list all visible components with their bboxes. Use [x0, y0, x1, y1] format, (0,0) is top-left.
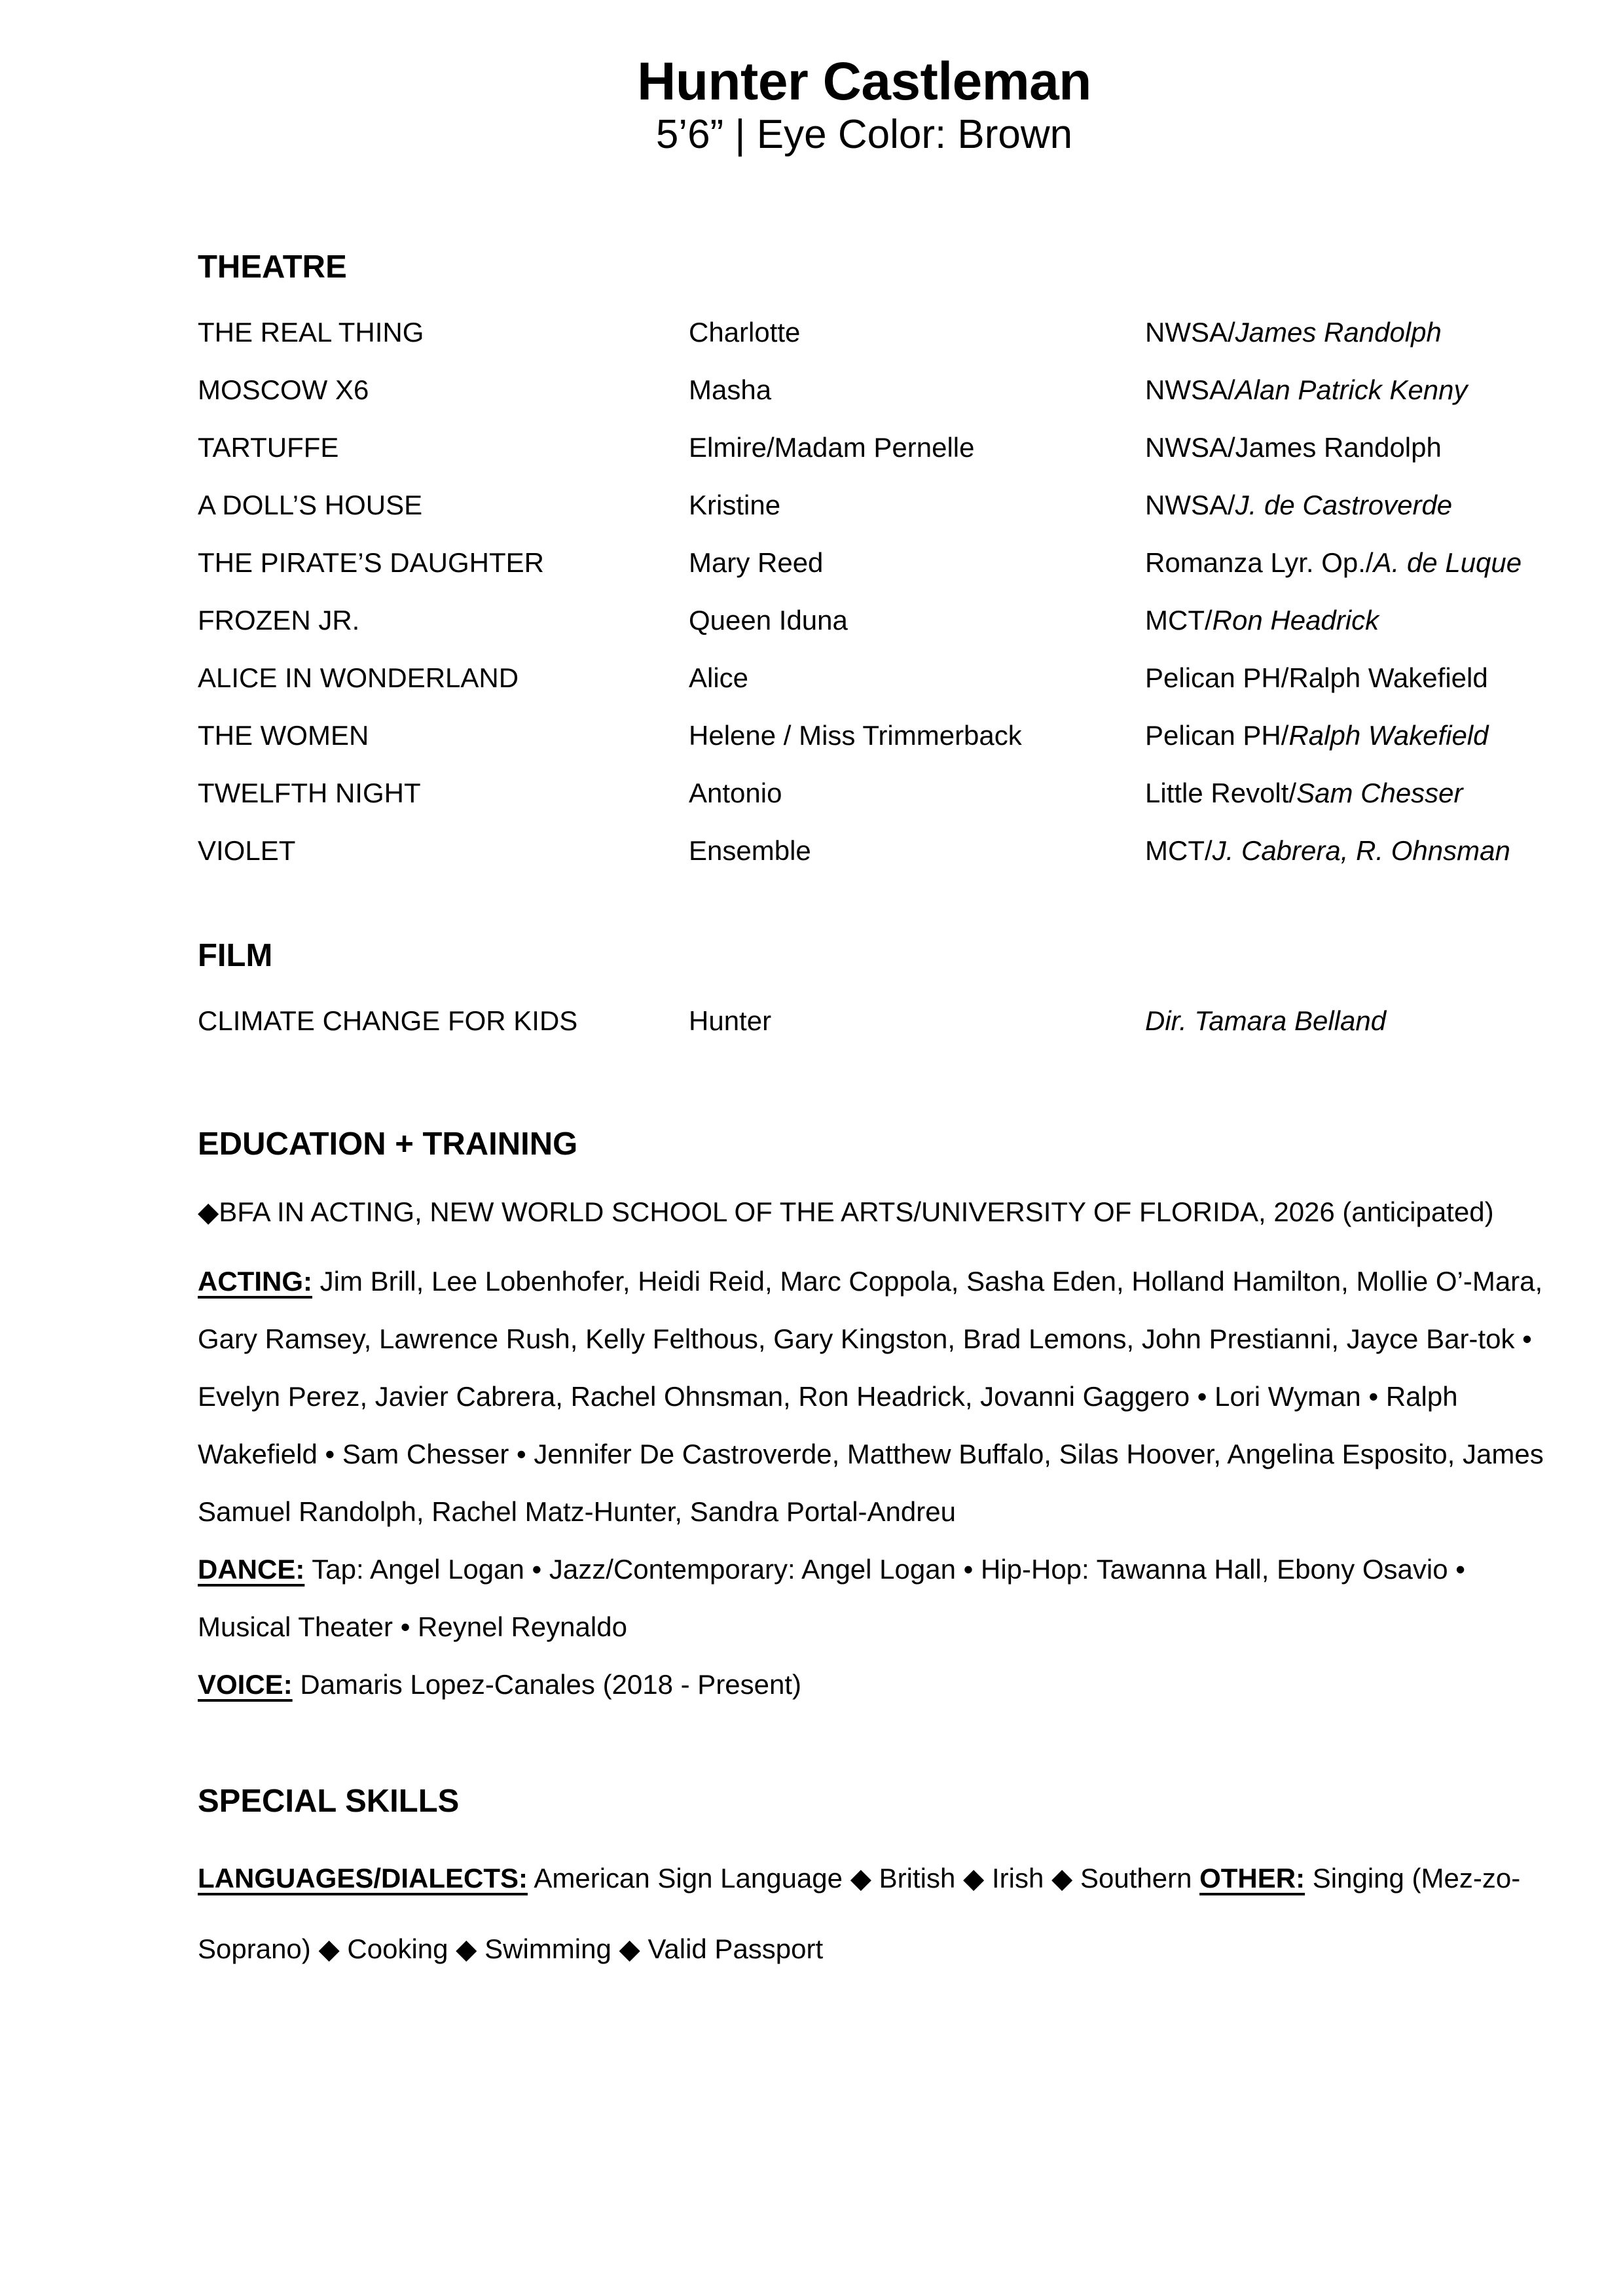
credit-company [1145, 1005, 1386, 1037]
acting-label: ACTING: [198, 1266, 312, 1297]
credit-show: FROZEN JR. [198, 605, 360, 636]
voice-paragraph [198, 1656, 1546, 1713]
credit-director: J. de Castroverde [1235, 490, 1453, 520]
credit-company [1145, 835, 1510, 867]
credit-org: NWSA/ [1145, 317, 1235, 348]
credit-row [198, 374, 1573, 432]
credit-role: Alice [689, 662, 749, 693]
credit-row [198, 317, 1573, 374]
credit-director: A. de Luque [1373, 547, 1522, 578]
credit-row [198, 490, 1573, 547]
credit-show: ALICE IN WONDERLAND [198, 662, 519, 693]
dance-label: DANCE: [198, 1554, 305, 1585]
credit-org: Pelican PH/ [1145, 662, 1289, 693]
credit-role: Charlotte [689, 317, 801, 348]
credit-row [198, 547, 1573, 605]
acting-paragraph [198, 1253, 1546, 1541]
credit-org: Romanza Lyr. Op./ [1145, 547, 1374, 578]
credit-director: Alan Patrick Kenny [1235, 374, 1468, 405]
credit-role: Queen Iduna [689, 605, 848, 636]
credit-company [1145, 490, 1452, 521]
credit-show: THE REAL THING [198, 317, 424, 348]
credit-org: Little Revolt/ [1145, 778, 1297, 808]
credit-row [198, 720, 1573, 778]
theatre-heading: THEATRE [198, 249, 347, 285]
acting-text: Jim Brill, Lee Lobenhofer, Heidi Reid, Marc Coppola, Sasha Eden, Holland Hamilton, Mollie O’-Mara, Gary Ramsey, Lawrence Rush, Kelly Felthous, Gary Kingston, Brad Lemons, John Prestianni, Jayce Bar-tok • Evelyn Perez, Javier Cabrera, Rachel Ohnsman, Ron Headrick, Jovanni Gaggero • Lori Wyman • Ralph Wakefield • Sam Chesser • Jennifer De Castroverde, Matthew Buffalo, Silas Hoover, Angelina Esposito, James Samuel Randolph, Rachel Matz-Hunter, Sandra Portal-Andreu [198, 1266, 1544, 1527]
credit-row [198, 1005, 1573, 1063]
credit-show: VIOLET [198, 835, 296, 866]
skills-block [198, 1843, 1546, 1984]
credit-director: James Randolph [1235, 317, 1442, 348]
credit-director: Dir. Tamara Belland [1145, 1005, 1387, 1036]
credit-show: CLIMATE CHANGE FOR KIDS [198, 1005, 578, 1036]
languages-text: American Sign Language ◆ British ◆ Irish ◆ Southern [534, 1863, 1192, 1893]
other-text: Singing (Mez-zo-Soprano) ◆ Cooking ◆ Swimming ◆ Valid Passport [198, 1863, 1521, 1964]
credit-company [1145, 374, 1468, 406]
education-heading: EDUCATION + TRAINING [198, 1126, 578, 1162]
credit-role: Hunter [689, 1005, 772, 1036]
credit-show: TARTUFFE [198, 432, 339, 463]
credit-director: James Randolph [1235, 432, 1442, 463]
credit-org: MCT/ [1145, 835, 1213, 866]
credit-show: THE WOMEN [198, 720, 369, 751]
credit-org: NWSA/ [1145, 490, 1235, 520]
credit-role: Kristine [689, 490, 781, 520]
voice-label: VOICE: [198, 1669, 293, 1700]
credit-director: J. Cabrera, R. Ohnsman [1212, 835, 1510, 866]
degree-text: ◆BFA IN ACTING, NEW WORLD SCHOOL OF THE ARTS/UNIVERSITY OF FLORIDA, 2026 (anticipated) [198, 1196, 1494, 1227]
credit-director: Ralph Wakefield [1288, 662, 1488, 693]
languages-label: LANGUAGES/DIALECTS: [198, 1863, 528, 1893]
credit-show: A DOLL’S HOUSE [198, 490, 423, 520]
resume-subtitle: 5’6” | Eye Color: Brown [655, 112, 1073, 157]
credit-role: Helene / Miss Trimmerback [689, 720, 1022, 751]
film-credits [198, 1005, 1573, 1063]
credit-row [198, 835, 1573, 893]
credit-company [1145, 432, 1442, 463]
dance-paragraph [198, 1541, 1546, 1656]
credit-row [198, 605, 1573, 662]
dance-text: Tap: Angel Logan • Jazz/Contemporary: Angel Logan • Hip-Hop: Tawanna Hall, Ebony Osavio • Musical Theater • Reynel Reynaldo [198, 1554, 1465, 1642]
credit-org: MCT/ [1145, 605, 1213, 636]
theatre-credits [198, 317, 1573, 893]
credit-org: NWSA/ [1145, 432, 1235, 463]
credit-role: Masha [689, 374, 772, 405]
credit-show: MOSCOW X6 [198, 374, 369, 405]
skills-paragraph [198, 1843, 1546, 1984]
credit-role: Mary Reed [689, 547, 824, 578]
skills-heading: SPECIAL SKILLS [198, 1784, 460, 1819]
credit-director: Ron Headrick [1212, 605, 1379, 636]
credit-org: Pelican PH/ [1145, 720, 1289, 751]
credit-company [1145, 317, 1442, 348]
training-block [198, 1253, 1546, 1713]
degree-line [198, 1183, 1546, 1241]
credit-director: Ralph Wakefield [1288, 720, 1489, 751]
credit-show: THE PIRATE’S DAUGHTER [198, 547, 544, 578]
credit-role: Elmire/Madam Pernelle [689, 432, 975, 463]
credit-role: Antonio [689, 778, 782, 808]
credit-org: NWSA/ [1145, 374, 1235, 405]
credit-company [1145, 547, 1522, 579]
film-heading: FILM [198, 938, 273, 973]
credit-company [1145, 720, 1489, 751]
credit-row [198, 662, 1573, 720]
credit-company [1145, 662, 1488, 694]
resume-name: Hunter Castleman [637, 52, 1091, 111]
voice-text: Damaris Lopez-Canales (2018 - Present) [300, 1669, 802, 1700]
credit-row [198, 432, 1573, 490]
credit-company [1145, 605, 1379, 636]
credit-director: Sam Chesser [1296, 778, 1463, 808]
credit-row [198, 778, 1573, 835]
credit-company [1145, 778, 1463, 809]
credit-role: Ensemble [689, 835, 811, 866]
other-label: OTHER: [1199, 1863, 1305, 1893]
credit-show: TWELFTH NIGHT [198, 778, 421, 808]
